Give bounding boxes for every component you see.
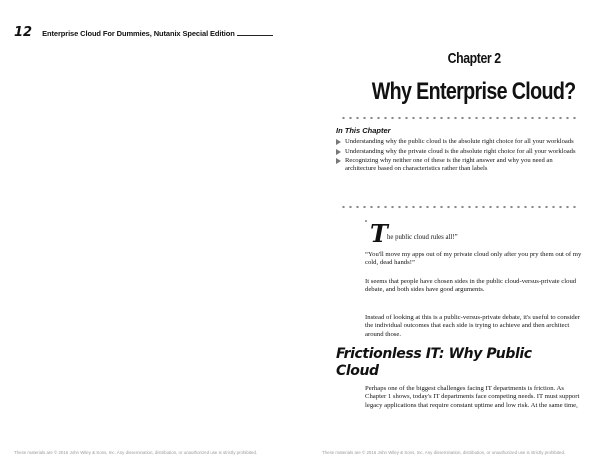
dotted-divider-bottom (340, 205, 580, 209)
bullet-item: Recognizing why neither one of these is the right answer and why you need an architecture based on characteristics rather than labels (336, 157, 584, 173)
paragraph: Instead of looking at this is a public-versus-private debate, it's useful to consider the individual outcomes that each side is trying to achieve and then architect around those. (365, 314, 580, 338)
triangle-bullet-icon (336, 158, 341, 164)
left-footer: These materials are © 2016 John Wiley & Sons, Inc. Any dissemination, distribution, or unauthorized use is strictly prohibited. (14, 450, 258, 455)
in-this-chapter-heading: In This Chapter (336, 126, 391, 135)
drop-cap: T (370, 219, 388, 248)
section-heading: Frictionless IT: Why Public Cloud (336, 346, 532, 379)
page-number: 12 (14, 25, 33, 40)
running-head (14, 25, 273, 40)
triangle-bullet-icon (336, 149, 341, 155)
bullet-item: Understanding why the public cloud is the absolute right choice for all your workloads (336, 138, 584, 146)
chapter-label: Chapter 2 (447, 50, 501, 67)
quote-mark: “ (365, 220, 368, 227)
book-title: Enterprise Cloud For Dummies, Nutanix Special Edition (42, 29, 235, 38)
chapter-title: Why Enterprise Cloud? (372, 78, 576, 105)
section-paragraph: Perhaps one of the biggest challenges facing IT departments is friction. As Chapter 1 shows, today's IT departments face competing needs. IT must support legacy applications that require constant uptime and low risk. At the same time, (365, 385, 580, 409)
chapter-bullets (336, 138, 584, 175)
dotted-divider-top (340, 116, 580, 120)
quote-first-line: he public cloud rules all!” (387, 234, 458, 241)
right-footer: These materials are © 2016 John Wiley & Sons, Inc. Any dissemination, distribution, or unauthorized use is strictly prohibited. (322, 450, 566, 455)
title-rule (237, 34, 273, 36)
paragraph: “You'll move my apps out of my private cloud only after you pry them out of my cold, dead hands!” (365, 251, 582, 267)
triangle-bullet-icon (336, 139, 341, 145)
right-page (300, 0, 600, 463)
bullet-item: Understanding why the private cloud is the absolute right choice for all your workloads (336, 148, 584, 156)
paragraph: It seems that people have chosen sides in the public cloud-versus-private cloud debate, and both sides have good arguments. (365, 278, 577, 294)
